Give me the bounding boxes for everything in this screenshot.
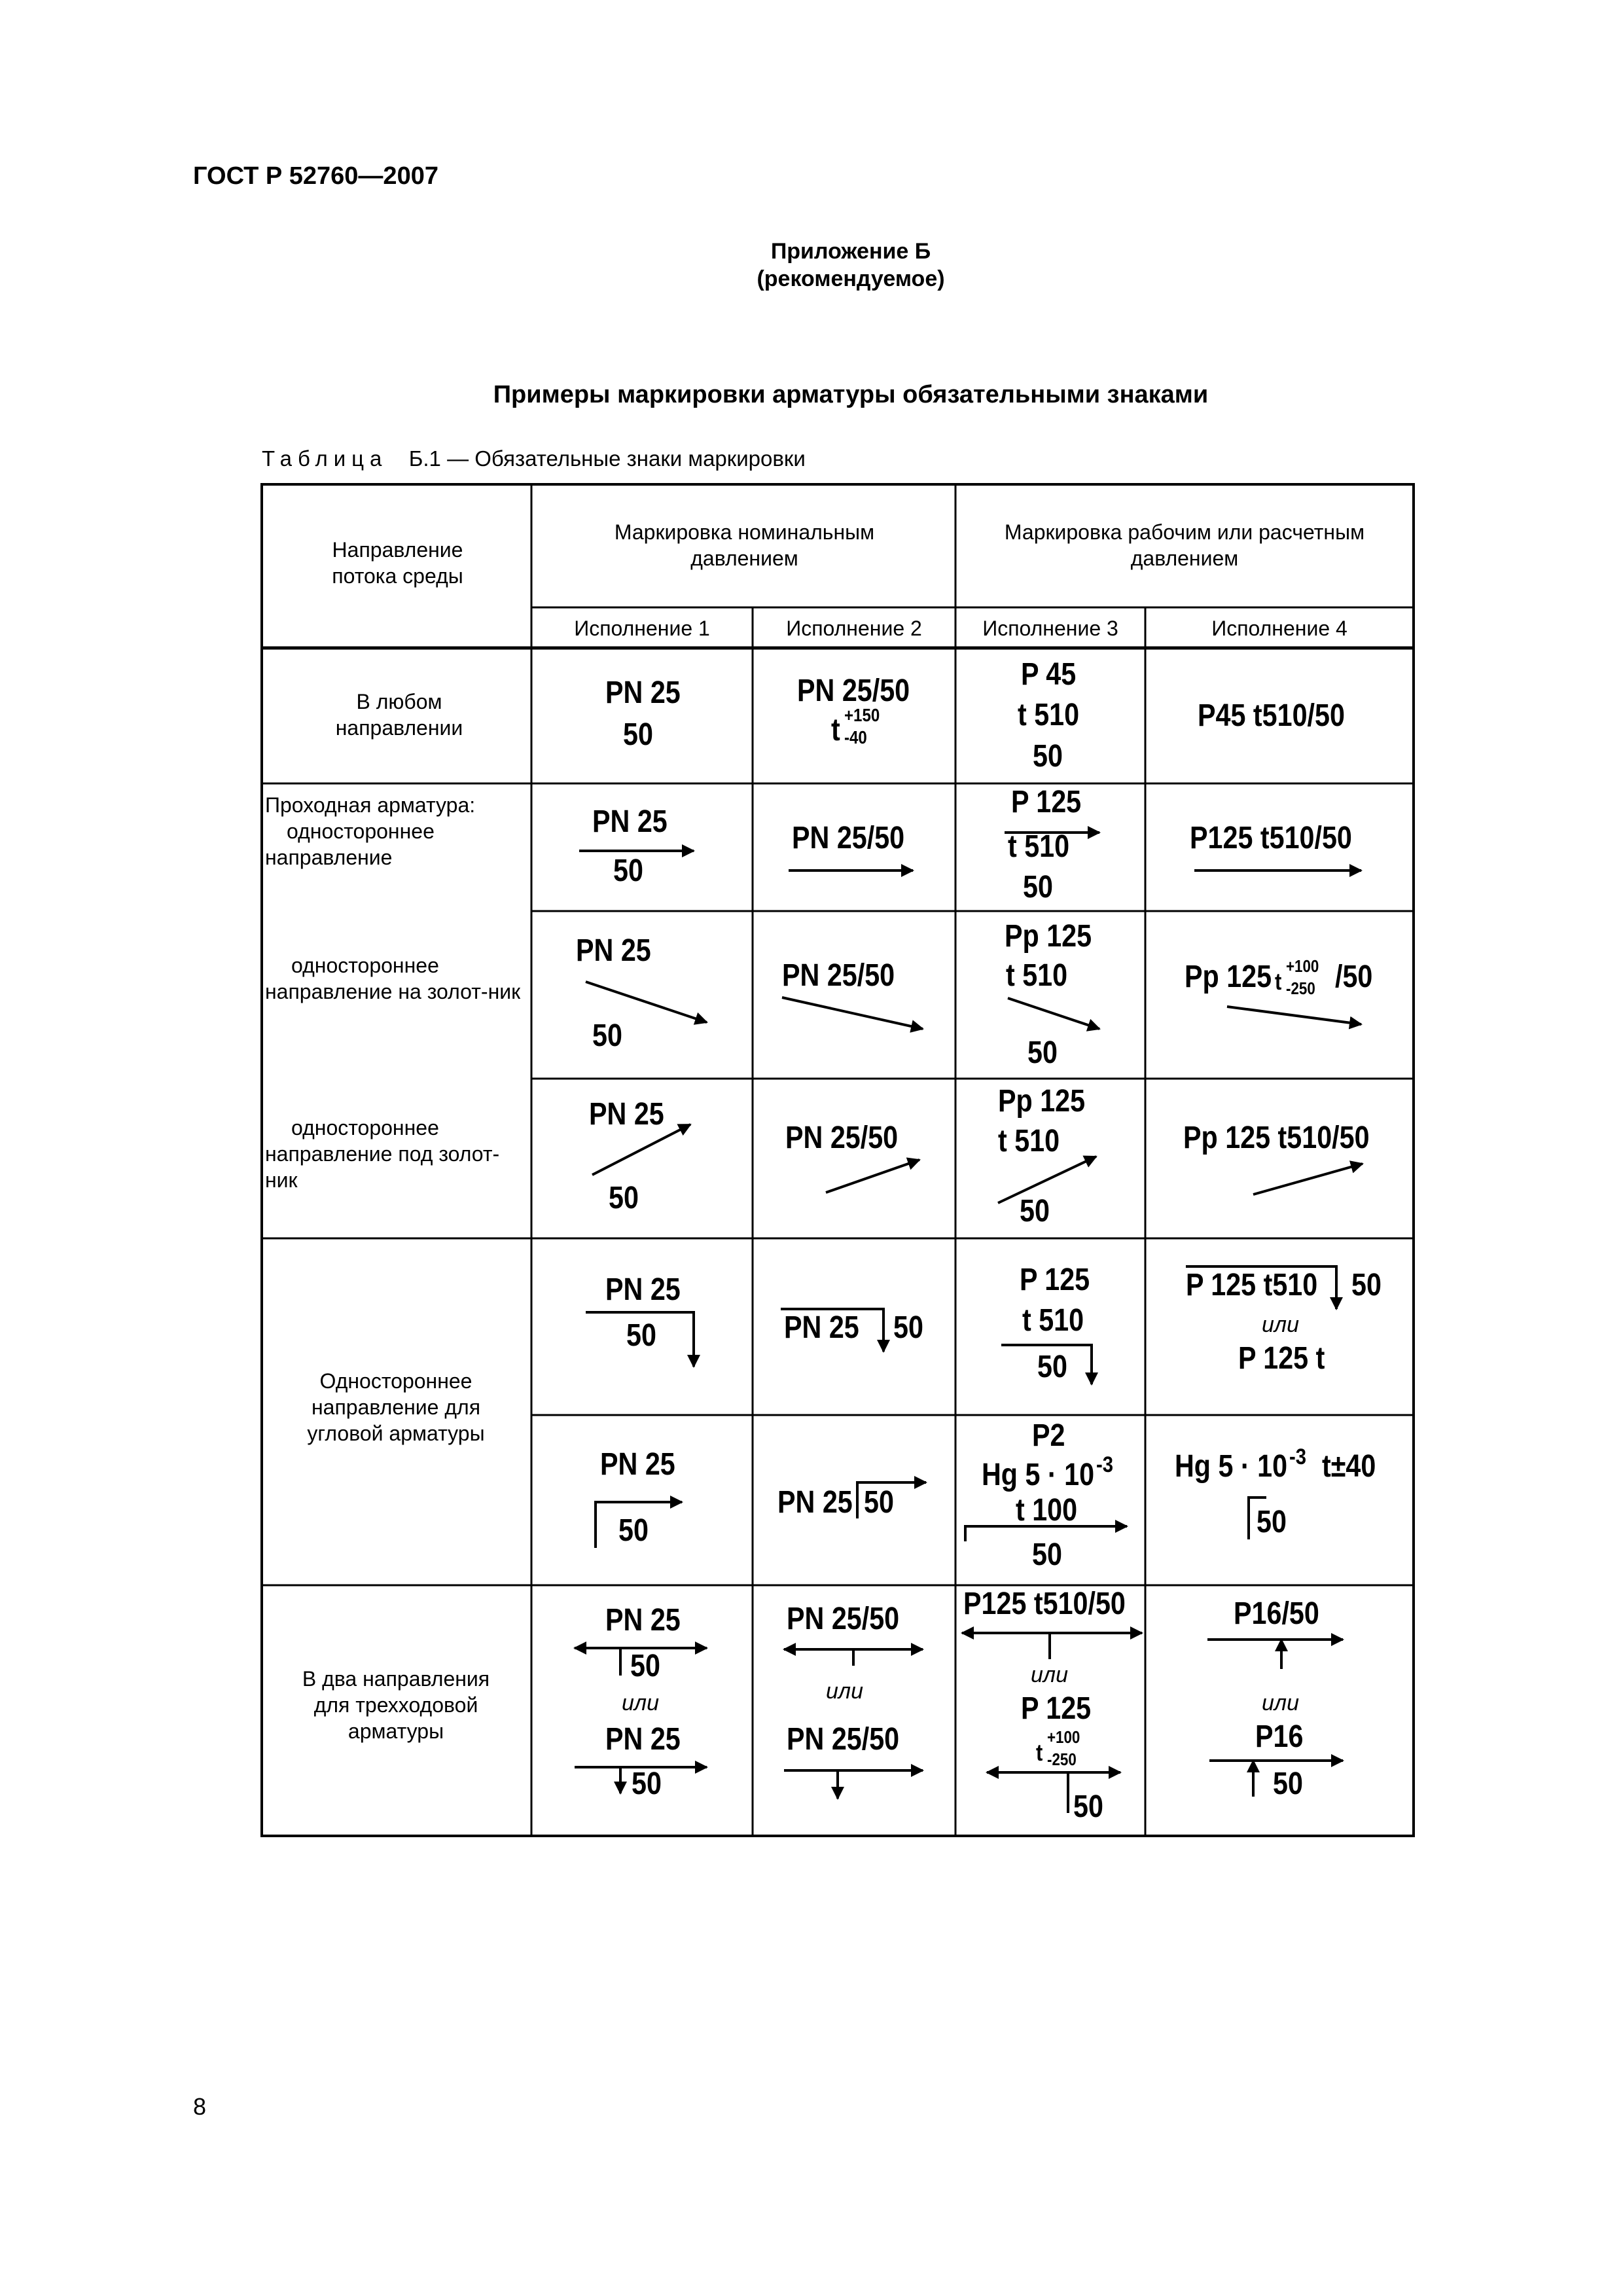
mark-r3-c1-pn: PN 25 <box>576 933 651 968</box>
col-group-nominal: Маркировка номинальным давлением <box>614 520 875 570</box>
mark-r2-c3-t: t 510 <box>1008 829 1070 864</box>
mark-r3-c4-sup: +100 <box>1286 956 1319 976</box>
mark-r4-c1-pn: PN 25 <box>589 1097 664 1132</box>
mark-r1-c1-dn: 50 <box>623 717 653 752</box>
mark-r7-c1-pn2: PN 25 <box>605 1722 681 1757</box>
row-label-onto-spool: одностороннее направление на золот-ник <box>265 954 521 1003</box>
mark-r5-c4-p: P 125 t510 <box>1186 1268 1318 1302</box>
or-r7-c4: или <box>1262 1691 1299 1715</box>
mark-r7-c4-dn: 50 <box>1273 1767 1303 1801</box>
mark-r1-c2-pn: PN 25/50 <box>797 673 910 708</box>
mark-r5-c1-dn: 50 <box>626 1318 656 1353</box>
mark-r6-c4-hg: Hg 5 · 10 <box>1175 1449 1288 1484</box>
mark-r4-c1-dn: 50 <box>609 1181 639 1215</box>
mark-r7-c3-sub: -250 <box>1047 1749 1077 1769</box>
table-caption-text: Б.1 — Обязательные знаки маркировки <box>408 446 806 471</box>
mark-r6-c1-dn: 50 <box>618 1513 649 1548</box>
mark-r3-c4-t: t <box>1275 968 1282 995</box>
mark-r2-c3-p: P 125 <box>1011 785 1082 819</box>
mark-r6-c1-pn: PN 25 <box>600 1447 675 1482</box>
row-label-under-spool: одностороннее направление под золот-ник <box>265 1116 500 1192</box>
mark-r4-c4: Pp 125 t510/50 <box>1183 1121 1370 1155</box>
mark-r6-c3-hg: Hg 5 · 10 <box>982 1458 1095 1492</box>
mark-r7-c4-p2: P16 <box>1255 1719 1304 1754</box>
mark-r7-c2-pn2: PN 25/50 <box>787 1722 900 1757</box>
row-label-pass-title: Проходная арматура: <box>265 793 476 817</box>
standard-code: ГОСТ Р 52760—2007 <box>193 162 438 190</box>
mark-r7-c1-pn: PN 25 <box>605 1603 681 1638</box>
mark-r3-c4-pp: Pp 125 <box>1185 960 1272 994</box>
mark-r7-c3-t: t <box>1036 1739 1043 1766</box>
row-label-two-dir: В два направления для трехходовой арматуры <box>302 1667 490 1743</box>
mark-r5-c2-dn: 50 <box>893 1310 923 1345</box>
mark-r5-c3-dn: 50 <box>1037 1350 1067 1384</box>
col-sub-3: Исполнение 3 <box>982 617 1118 640</box>
mark-r5-c1-pn: PN 25 <box>605 1272 681 1307</box>
mark-r1-c1-pn: PN 25 <box>605 675 681 710</box>
mark-r4-c3-dn: 50 <box>1020 1194 1050 1229</box>
mark-r3-c4-dn: /50 <box>1335 960 1373 994</box>
page-number: 8 <box>193 2093 207 2120</box>
or-r7-c1: или <box>622 1691 659 1715</box>
mark-r2-c2: PN 25/50 <box>792 821 905 855</box>
mark-r6-c3-t: t 100 <box>1016 1493 1078 1528</box>
or-r5-c4: или <box>1262 1312 1299 1337</box>
mark-r6-c2-pn: PN 25 <box>777 1485 853 1520</box>
mark-r4-c3-pp: Pp 125 <box>998 1084 1086 1119</box>
mark-r5-c2-pn: PN 25 <box>784 1310 859 1345</box>
mark-r3-c3-pp: Pp 125 <box>1005 919 1092 954</box>
mark-r1-c2-t: t <box>831 713 840 747</box>
mark-r1-c3-p: P 45 <box>1021 657 1077 692</box>
mark-r3-c3-t: t 510 <box>1006 958 1068 993</box>
mark-r6-c4-dn: 50 <box>1257 1505 1287 1539</box>
mark-r1-c4: P45 t510/50 <box>1198 698 1345 733</box>
col-sub-1: Исполнение 1 <box>574 617 710 640</box>
mark-r7-c3-sup: +100 <box>1047 1727 1080 1747</box>
row-label-angle: Одностороннее направление для угловой арматуры <box>307 1369 485 1445</box>
row-label-pass-one: одностороннее направление <box>265 819 435 869</box>
table-caption-prefix: Таблица <box>262 446 388 471</box>
page-title: Примеры маркировки арматуры обязательными знаками <box>493 381 1209 408</box>
mark-r2-c1-dn: 50 <box>613 853 643 888</box>
or-r7-c3: или <box>1031 1662 1068 1687</box>
or-r7-c2: или <box>826 1679 863 1704</box>
mark-r1-c3-dn: 50 <box>1033 739 1063 774</box>
mark-r7-c4-p: P16/50 <box>1234 1596 1319 1631</box>
mark-r6-c3-p: P2 <box>1032 1418 1065 1453</box>
mark-r5-c3-t: t 510 <box>1022 1303 1084 1338</box>
mark-r7-c2-pn: PN 25/50 <box>787 1602 900 1636</box>
col-sub-2: Исполнение 2 <box>786 617 922 640</box>
mark-r1-c2-sub: -40 <box>844 727 867 747</box>
mark-r6-c4-exp: -3 <box>1289 1444 1307 1469</box>
mark-r1-c3-t: t 510 <box>1018 698 1080 732</box>
col-sub-4: Исполнение 4 <box>1211 617 1347 640</box>
mark-r7-c3-p2: P 125 <box>1021 1691 1092 1726</box>
mark-r6-c4-t: t±40 <box>1322 1449 1376 1484</box>
mark-r3-c3-dn: 50 <box>1027 1035 1058 1070</box>
col-header-flow: Направление потока среды <box>332 538 463 588</box>
appendix-label: Приложение Б <box>770 239 931 264</box>
mark-r1-c2-sup: +150 <box>844 705 880 725</box>
mark-r5-c4-dn: 50 <box>1351 1268 1382 1302</box>
mark-r4-c2: PN 25/50 <box>785 1121 899 1155</box>
appendix-note: (рекомендуемое) <box>757 266 945 291</box>
mark-r2-c4: P125 t510/50 <box>1190 821 1352 855</box>
mark-r7-c3-dn: 50 <box>1073 1789 1103 1824</box>
mark-r6-c3-dn: 50 <box>1032 1537 1062 1572</box>
mark-r7-c1-dn: 50 <box>630 1649 660 1683</box>
mark-r7-c1-dn2: 50 <box>632 1767 662 1801</box>
mark-r3-c4-sub: -250 <box>1286 978 1315 998</box>
row-label-any: В любом направлении <box>335 690 463 740</box>
mark-r2-c1-pn: PN 25 <box>592 804 668 839</box>
mark-r6-c3-exp: -3 <box>1096 1452 1114 1477</box>
mark-r5-c3-p: P 125 <box>1020 1263 1090 1297</box>
mark-r2-c3-dn: 50 <box>1023 870 1053 905</box>
mark-r7-c3-p: P125 t510/50 <box>963 1587 1126 1621</box>
mark-r5-c4-alt: P 125 t <box>1238 1341 1325 1376</box>
mark-r6-c2-dn: 50 <box>864 1485 894 1520</box>
mark-r3-c1-dn: 50 <box>592 1018 622 1053</box>
mark-r3-c2: PN 25/50 <box>782 958 895 993</box>
mark-r4-c3-t: t 510 <box>998 1124 1060 1158</box>
col-group-working: Маркировка рабочим или расчетным давлением <box>1004 520 1365 570</box>
